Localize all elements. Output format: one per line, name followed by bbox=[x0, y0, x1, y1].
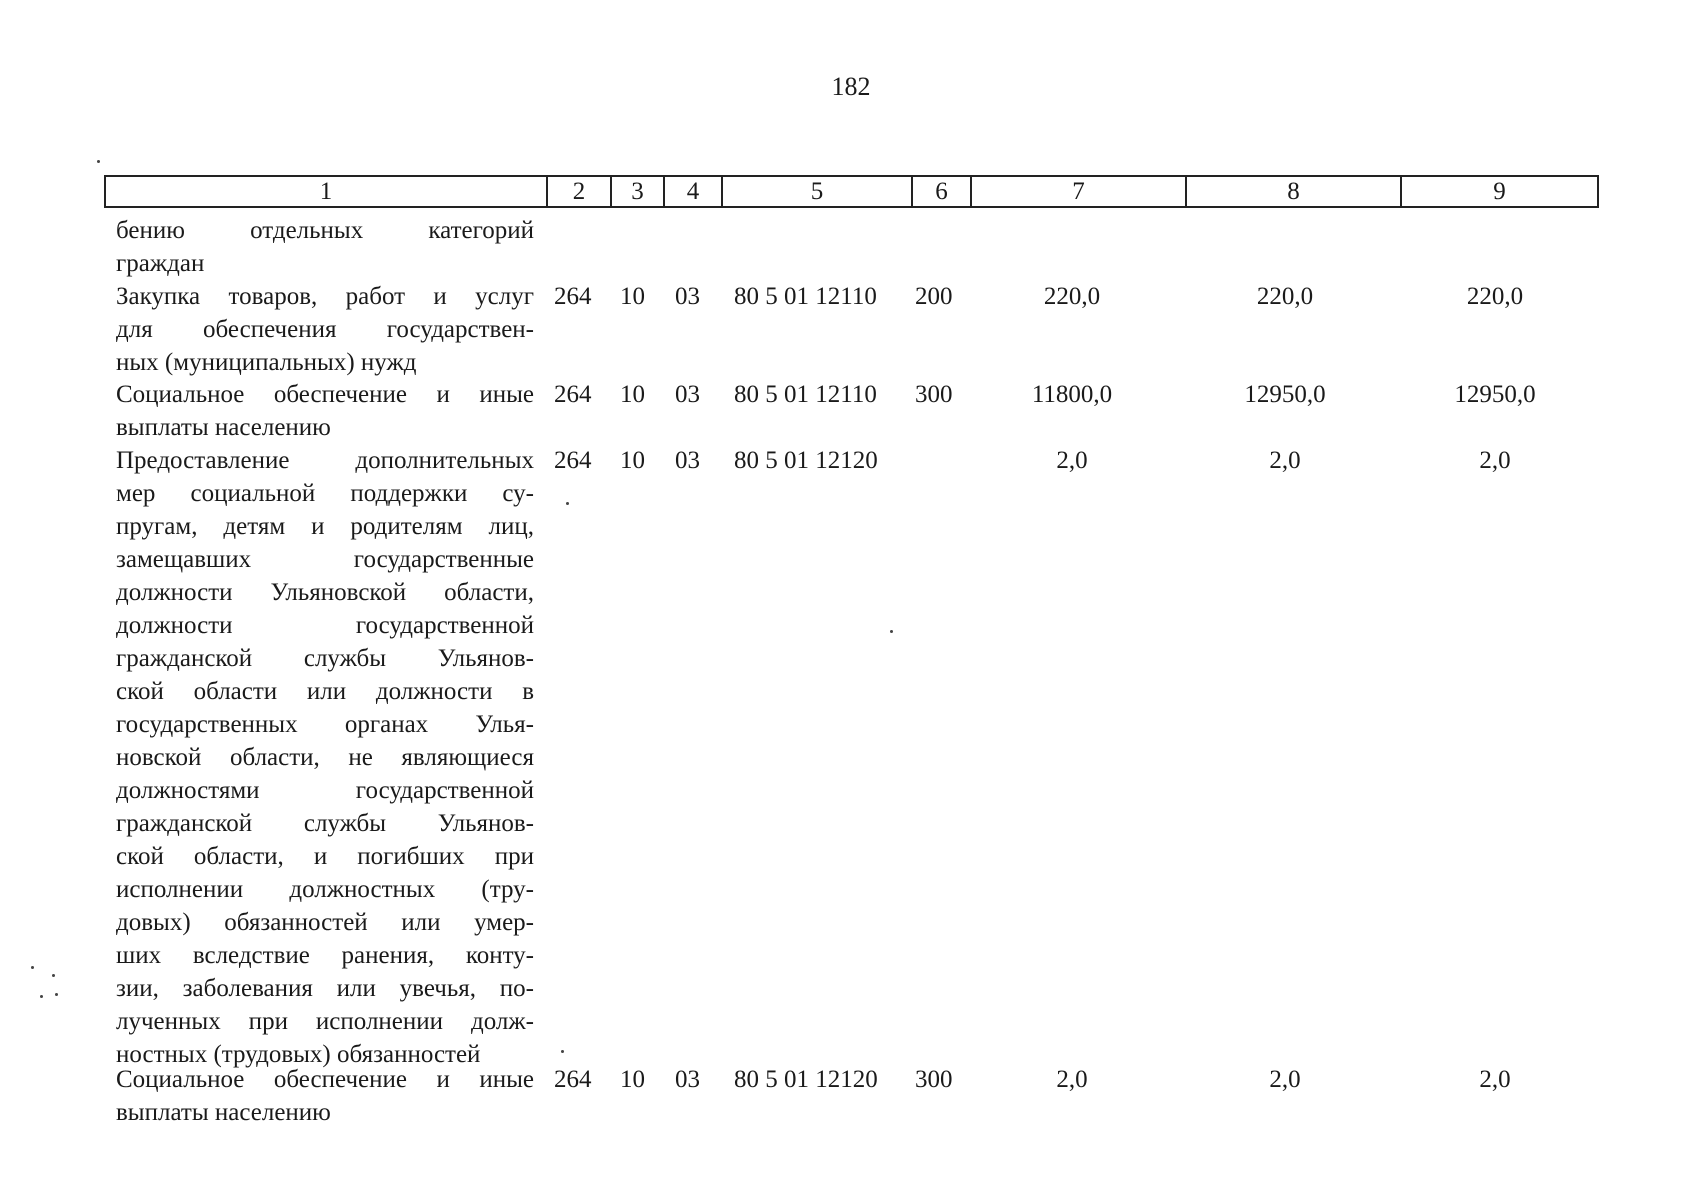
cell-col-9: 2,0 bbox=[1479, 1066, 1511, 1093]
cell-col-8: 2,0 bbox=[1269, 447, 1301, 474]
description-line: Закупка товаров, работ и услуг bbox=[116, 283, 534, 310]
cell-col-9: 12950,0 bbox=[1454, 381, 1536, 408]
cell-col-5: 80 5 01 12120 bbox=[734, 447, 878, 474]
description-line: должности Ульяновской области, bbox=[116, 579, 534, 606]
column-header-4: 4 bbox=[665, 177, 723, 206]
cell-col-7: 2,0 bbox=[1056, 447, 1088, 474]
description-line: ской области, и погибших при bbox=[116, 843, 534, 870]
description-line: государственных органах Улья- bbox=[116, 711, 534, 738]
scan-speck bbox=[566, 502, 569, 505]
cell-col-8: 220,0 bbox=[1256, 283, 1314, 310]
scan-speck bbox=[97, 160, 100, 163]
description-line: для обеспечения государствен- bbox=[116, 316, 534, 343]
scan-speck bbox=[40, 995, 43, 998]
description-line: ской области или должности в bbox=[116, 678, 534, 705]
description-line: должностями государственной bbox=[116, 777, 534, 804]
scan-speck bbox=[890, 630, 893, 633]
table-header bbox=[104, 175, 1599, 208]
cell-col-6: 300 bbox=[915, 1066, 953, 1093]
cell-col-6: 200 bbox=[915, 283, 953, 310]
description-line: пругам, детям и родителям лиц, bbox=[116, 513, 534, 540]
scan-speck bbox=[55, 993, 58, 996]
cell-col-3: 10 bbox=[620, 381, 645, 408]
description-line: гражданской службы Ульянов- bbox=[116, 810, 534, 837]
cell-col-7: 220,0 bbox=[1043, 283, 1101, 310]
cell-col-5: 80 5 01 12120 bbox=[734, 1066, 878, 1093]
description-line: ных (муниципальных) нужд bbox=[116, 349, 417, 376]
cell-col-5: 80 5 01 12110 bbox=[734, 283, 877, 310]
description-line: исполнении должностных (тру- bbox=[116, 876, 534, 903]
column-header-5: 5 bbox=[723, 177, 913, 206]
column-header-6: 6 bbox=[913, 177, 972, 206]
description-line: Социальное обеспечение и иные bbox=[116, 381, 534, 408]
description-line: Социальное обеспечение и иные bbox=[116, 1066, 534, 1093]
row-description bbox=[116, 378, 534, 444]
cell-col-3: 10 bbox=[620, 447, 645, 474]
description-line: ших вследствие ранения, конту- bbox=[116, 942, 534, 969]
page-number: 182 bbox=[831, 72, 871, 101]
row-description bbox=[116, 444, 534, 1071]
scan-speck bbox=[561, 1050, 564, 1053]
cell-col-8: 2,0 bbox=[1269, 1066, 1301, 1093]
description-line: лученных при исполнении долж- bbox=[116, 1008, 534, 1035]
cell-col-7: 11800,0 bbox=[1031, 381, 1113, 408]
column-header-1: 1 bbox=[106, 177, 548, 206]
description-line: бению отдельных категорий bbox=[116, 217, 534, 244]
row-description bbox=[116, 280, 534, 379]
column-header-7: 7 bbox=[972, 177, 1187, 206]
scan-speck bbox=[31, 966, 34, 969]
cell-col-2: 264 bbox=[554, 381, 592, 408]
description-line: должности государственной bbox=[116, 612, 534, 639]
description-line: мер социальной поддержки су- bbox=[116, 480, 534, 507]
cell-col-6: 300 bbox=[915, 381, 953, 408]
cell-col-7: 2,0 bbox=[1056, 1066, 1088, 1093]
cell-col-4: 03 bbox=[675, 447, 700, 474]
description-line: ностных (трудовых) обязанностей bbox=[116, 1041, 481, 1068]
description-line: Предоставление дополнительных bbox=[116, 447, 534, 474]
cell-col-9: 2,0 bbox=[1479, 447, 1511, 474]
row-description bbox=[116, 214, 534, 280]
cell-col-2: 264 bbox=[554, 283, 592, 310]
description-line: довых) обязанностей или умер- bbox=[116, 909, 534, 936]
column-header-9: 9 bbox=[1493, 178, 1506, 205]
scan-speck bbox=[52, 974, 55, 977]
description-line: выплаты населению bbox=[116, 414, 331, 441]
cell-col-3: 10 bbox=[620, 1066, 645, 1093]
description-line: граждан bbox=[116, 250, 205, 277]
column-header-2: 2 bbox=[548, 177, 612, 206]
column-header-3: 3 bbox=[612, 177, 665, 206]
cell-col-4: 03 bbox=[675, 1066, 700, 1093]
description-line: новской области, не являющиеся bbox=[116, 744, 534, 771]
cell-col-2: 264 bbox=[554, 447, 592, 474]
row-description bbox=[116, 1063, 534, 1129]
description-line: замещавших государственные bbox=[116, 546, 534, 573]
cell-col-8: 12950,0 bbox=[1244, 381, 1326, 408]
description-line: гражданской службы Ульянов- bbox=[116, 645, 534, 672]
cell-col-4: 03 bbox=[675, 381, 700, 408]
cell-col-3: 10 bbox=[620, 283, 645, 310]
cell-col-5: 80 5 01 12110 bbox=[734, 381, 877, 408]
description-line: выплаты населению bbox=[116, 1099, 331, 1126]
column-header-8: 8 bbox=[1187, 177, 1402, 206]
cell-col-9: 220,0 bbox=[1466, 283, 1524, 310]
description-line: зии, заболевания или увечья, по- bbox=[116, 975, 534, 1002]
cell-col-2: 264 bbox=[554, 1066, 592, 1093]
cell-col-4: 03 bbox=[675, 283, 700, 310]
